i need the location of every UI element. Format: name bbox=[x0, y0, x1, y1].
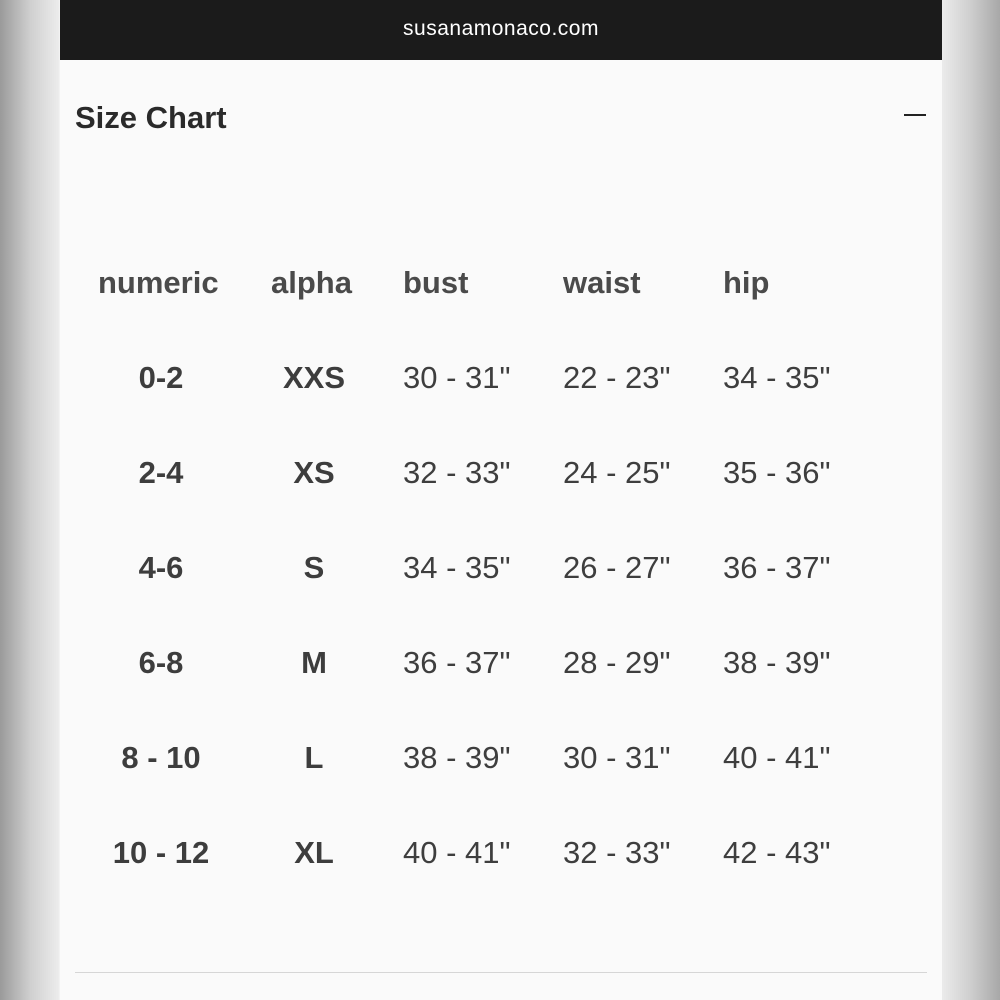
cell-numeric: 2-4 bbox=[138, 455, 184, 490]
cell-alpha: XXS bbox=[282, 360, 346, 395]
cell-waist: 28 - 29" bbox=[563, 645, 671, 680]
column-header-waist: waist bbox=[563, 265, 641, 300]
cell-bust: 30 - 31" bbox=[403, 360, 511, 395]
cell-waist: 26 - 27" bbox=[563, 550, 671, 585]
cell-bust: 34 - 35" bbox=[403, 550, 511, 585]
cell-bust: 40 - 41" bbox=[403, 835, 511, 870]
minus-icon bbox=[904, 114, 926, 116]
cell-numeric: 6-8 bbox=[138, 645, 184, 680]
cell-numeric: 10 - 12 bbox=[112, 835, 210, 870]
column-header-alpha: alpha bbox=[271, 265, 352, 300]
cell-alpha: S bbox=[303, 550, 325, 585]
address-bar[interactable] bbox=[60, 0, 942, 60]
cell-alpha: L bbox=[304, 740, 324, 775]
column-header-bust: bust bbox=[403, 265, 469, 300]
cell-hip: 34 - 35" bbox=[723, 360, 831, 395]
cell-hip: 38 - 39" bbox=[723, 645, 831, 680]
section-divider bbox=[75, 972, 927, 973]
cell-numeric: 4-6 bbox=[138, 550, 184, 585]
cell-alpha: M bbox=[301, 645, 327, 680]
cell-bust: 38 - 39" bbox=[403, 740, 511, 775]
cell-hip: 40 - 41" bbox=[723, 740, 831, 775]
cell-hip: 35 - 36" bbox=[723, 455, 831, 490]
cell-hip: 42 - 43" bbox=[723, 835, 831, 870]
cell-alpha: XS bbox=[293, 455, 335, 490]
size-chart-panel bbox=[60, 0, 942, 1000]
cell-numeric: 8 - 10 bbox=[121, 740, 201, 775]
cell-numeric: 0-2 bbox=[138, 360, 184, 395]
cell-bust: 36 - 37" bbox=[403, 645, 511, 680]
column-header-hip: hip bbox=[723, 265, 770, 300]
cell-waist: 32 - 33" bbox=[563, 835, 671, 870]
cell-waist: 22 - 23" bbox=[563, 360, 671, 395]
column-header-numeric: numeric bbox=[98, 265, 219, 300]
cell-hip: 36 - 37" bbox=[723, 550, 831, 585]
url-text: susanamonaco.com bbox=[403, 17, 599, 40]
cell-alpha: XL bbox=[294, 835, 334, 870]
collapse-button[interactable] bbox=[900, 100, 932, 132]
cell-waist: 30 - 31" bbox=[563, 740, 671, 775]
cell-waist: 24 - 25" bbox=[563, 455, 671, 490]
section-title: Size Chart bbox=[75, 100, 227, 135]
cell-bust: 32 - 33" bbox=[403, 455, 511, 490]
